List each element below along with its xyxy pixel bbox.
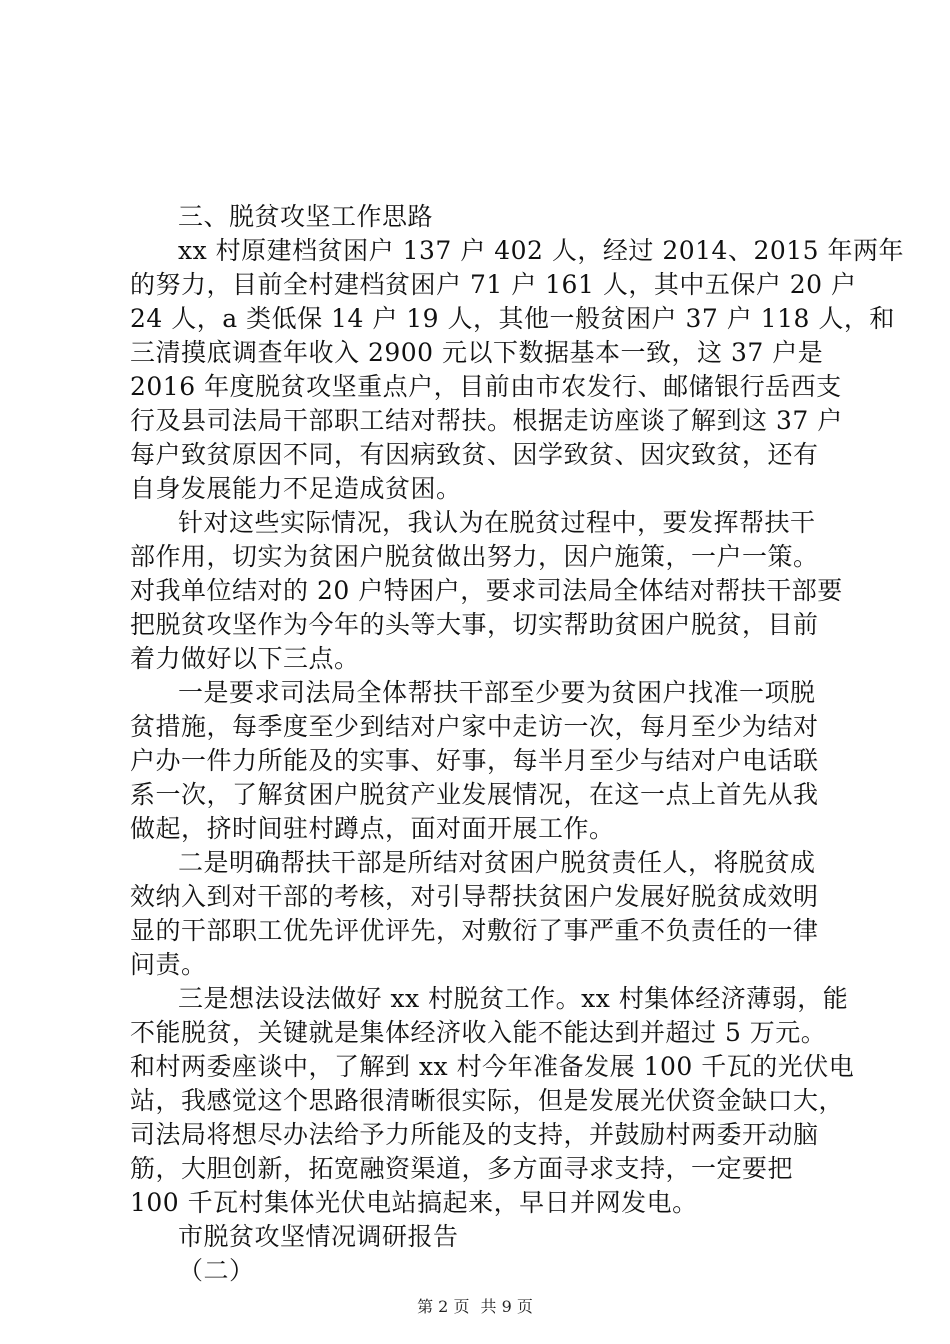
page-total: 共 9 页	[480, 1297, 533, 1316]
paragraph-3-line-4: 系一次，了解贫困户脱贫产业发展情况，在这一点上首先从我	[130, 780, 819, 809]
paragraph-5-line-6: 筋，大胆创新，拓宽融资渠道，多方面寻求支持，一定要把	[130, 1154, 794, 1183]
paragraph-1-line-5: 2016 年度脱贫攻坚重点户，目前由市农发行、邮储银行岳西支	[130, 372, 842, 401]
paragraph-5-line-1: 三是想法设法做好 xx 村脱贫工作。xx 村集体经济薄弱，能	[178, 984, 849, 1013]
paragraph-5-line-4: 站，我感觉这个思路很清晰很实际，但是发展光伏资金缺口大，	[130, 1086, 845, 1115]
paragraph-5-line-3: 和村两委座谈中，了解到 xx 村今年准备发展 100 千瓦的光伏电	[130, 1052, 855, 1081]
paragraph-2-line-2: 部作用，切实为贫困户脱贫做出努力，因户施策，一户一策。	[130, 542, 819, 571]
paragraph-3-line-5: 做起，挤时间驻村蹲点，面对面开展工作。	[130, 814, 615, 843]
paragraph-5-line-5: 司法局将想尽办法给予力所能及的支持，并鼓励村两委开动脑	[130, 1120, 819, 1149]
paragraph-1-line-6: 行及县司法局干部职工结对帮扶。根据走访座谈了解到这 37 户	[130, 406, 843, 435]
paragraph-2-line-5: 着力做好以下三点。	[130, 644, 360, 673]
page-footer	[0, 1296, 950, 1318]
paragraph-1-line-4: 三清摸底调查年收入 2900 元以下数据基本一致，这 37 户是	[130, 338, 824, 367]
paragraph-2-line-4: 把脱贫攻坚作为今年的头等大事，切实帮助贫困户脱贫，目前	[130, 610, 819, 639]
paragraph-3-line-2: 贫措施，每季度至少到结对户家中走访一次，每月至少为结对	[130, 712, 819, 741]
paragraph-4-line-2: 效纳入到对干部的考核，对引导帮扶贫困户发展好脱贫成效明	[130, 882, 819, 911]
paragraph-1-line-3: 24 人，a 类低保 14 户 19 人，其他一般贫困户 37 户 118 人，和	[130, 304, 895, 333]
paragraph-1-line-2: 的努力，目前全村建档贫困户 71 户 161 人，其中五保户 20 户	[130, 270, 857, 299]
paragraph-3-line-3: 户办一件力所能及的实事、好事，每半月至少与结对户电话联	[130, 746, 819, 775]
paragraph-2-line-3: 对我单位结对的 20 户特困户，要求司法局全体结对帮扶干部要	[130, 576, 843, 605]
paragraph-3-line-1: 一是要求司法局全体帮扶干部至少要为贫困户找准一项脱	[178, 678, 816, 707]
page-number: 第 2 页	[417, 1297, 470, 1316]
section-marker: （二）	[178, 1256, 255, 1285]
section-heading: 三、脱贫攻坚工作思路	[178, 202, 434, 231]
paragraph-1-line-1: xx 村原建档贫困户 137 户 402 人，经过 2014、2015 年两年	[178, 236, 905, 265]
paragraph-4-line-1: 二是明确帮扶干部是所结对贫困户脱贫责任人，将脱贫成	[178, 848, 816, 877]
paragraph-4-line-4: 问责。	[130, 950, 207, 979]
paragraph-1-line-8: 自身发展能力不足造成贫困。	[130, 474, 462, 503]
paragraph-5-line-7: 100 千瓦村集体光伏电站搞起来，早日并网发电。	[130, 1188, 698, 1217]
paragraph-2-line-1: 针对这些实际情况，我认为在脱贫过程中，要发挥帮扶干	[178, 508, 816, 537]
paragraph-4-line-3: 显的干部职工优先评优评先，对敷衍了事严重不负责任的一律	[130, 916, 819, 945]
report-title: 市脱贫攻坚情况调研报告	[178, 1222, 459, 1251]
paragraph-5-line-2: 不能脱贫，关键就是集体经济收入能不能达到并超过 5 万元。	[130, 1018, 827, 1047]
paragraph-1-line-7: 每户致贫原因不同，有因病致贫、因学致贫、因灾致贫，还有	[130, 440, 819, 469]
